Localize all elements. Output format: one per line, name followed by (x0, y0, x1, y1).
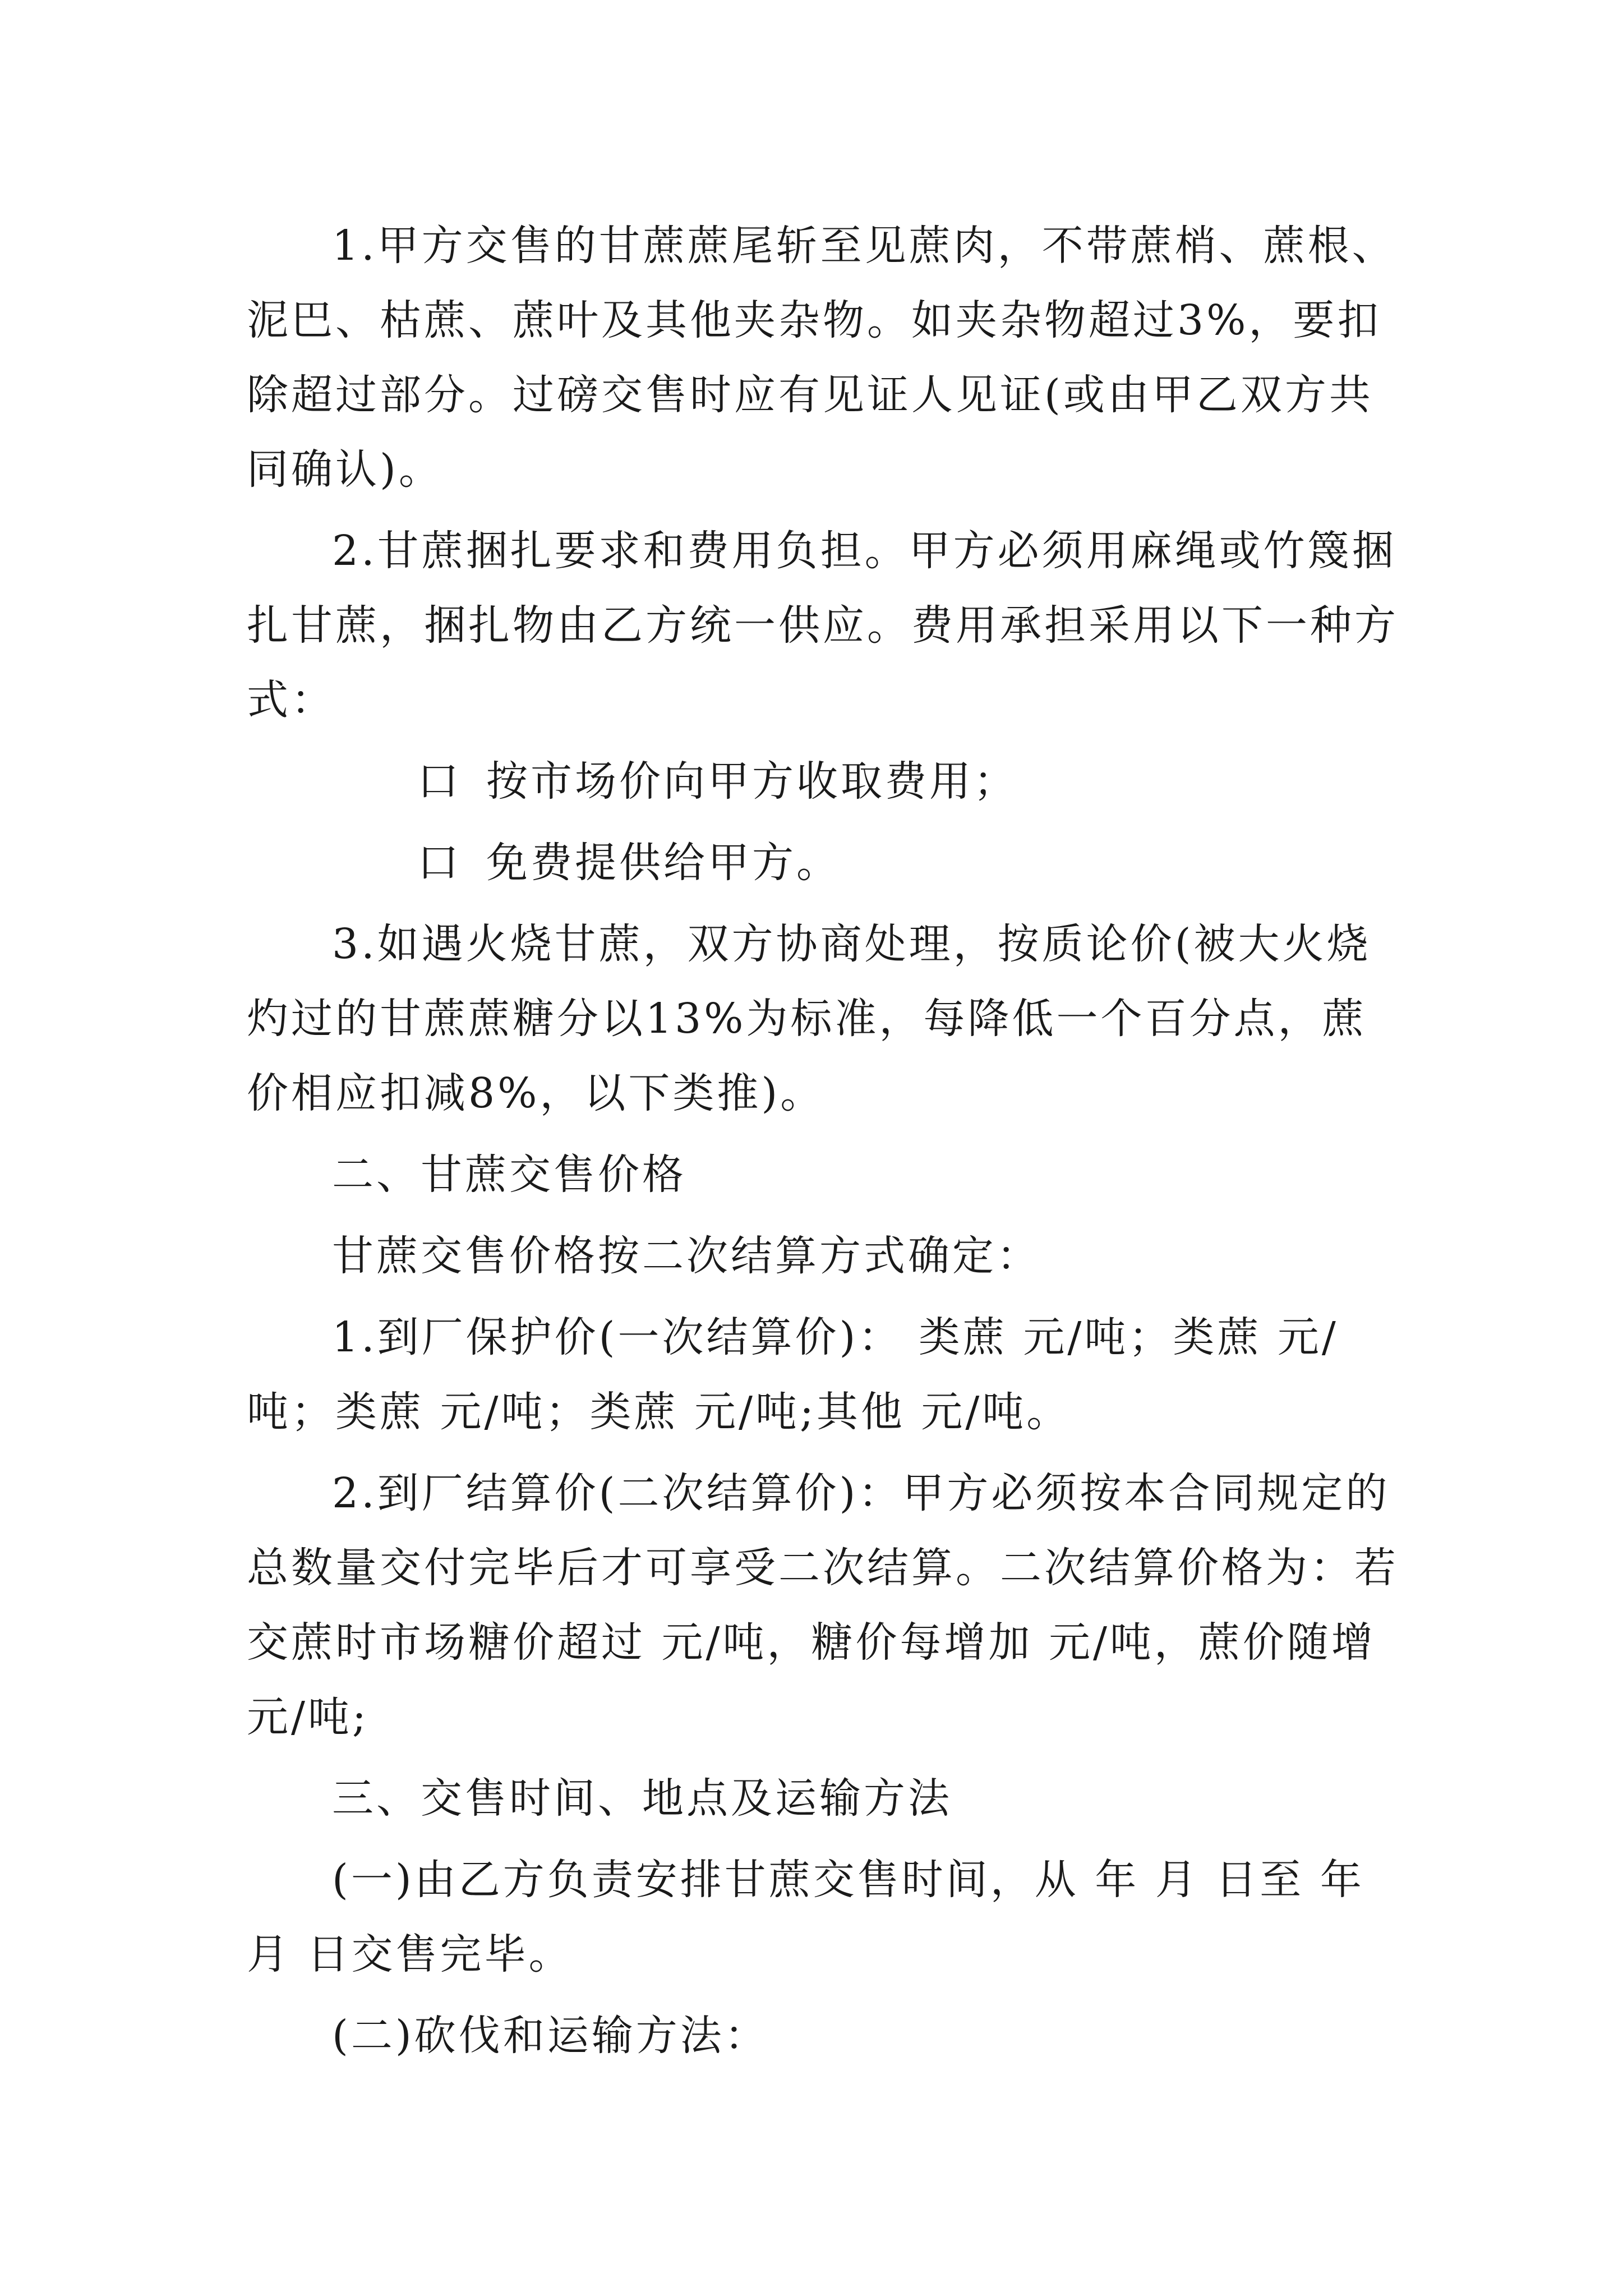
checkbox-market-price[interactable]: 口 (417, 757, 462, 806)
option-free-supply (247, 826, 1402, 900)
option-market-price (247, 744, 1402, 819)
section-heading-delivery: 三、交售时间、地点及运输方法 (332, 1774, 952, 1823)
paragraph-settlement-price: 2.到厂结算价(二次结算价)：甲方必须按本合同规定的总数量交付完毕后才可享受二次结算。二次结算价格为：若交蔗时市场糖价超过 元/吨，糖价每增加 元/吨，蔗价随增元/吨; (247, 1469, 1399, 1741)
option-market-price-label: 按市场价向甲方收取费用； (486, 757, 1018, 806)
paragraph-protection-price: 1.到厂保护价(一次结算价)： 类蔗 元/吨；类蔗 元/吨；类蔗 元/吨；类蔗 元/吨;其他 元/吨。 (247, 1313, 1339, 1436)
paragraph-fire-damage: 3.如遇火烧甘蔗，双方协商处理，按质论价(被大火烧灼过的甘蔗蔗糖分以13%为标准，每降低一个百分点，蔗价相应扣减8%，以下类推)。 (247, 920, 1371, 1117)
checkbox-free-supply[interactable]: 口 (417, 839, 462, 887)
option-free-supply-label: 免费提供给甲方。 (486, 839, 841, 887)
paragraph-bundling: 2.甘蔗捆扎要求和费用负担。甲方必须用麻绳或竹篾捆扎甘蔗，捆扎物由乙方统一供应。费用承担采用以下一种方式： (247, 527, 1399, 724)
paragraph-delivery-time: (一)由乙方负责安排甘蔗交售时间，从 年 月 日至 年月 日交售完毕。 (247, 1856, 1364, 1978)
paragraph-cane-quality: 1.甲方交售的甘蔗蔗尾斩至见蔗肉，不带蔗梢、蔗根、泥巴、枯蔗、蔗叶及其他夹杂物。如夹杂物超过3%，要扣除超过部分。过磅交售时应有见证人见证(或由甲乙双方共同确认)。 (247, 222, 1396, 494)
section-heading-price: 二、甘蔗交售价格 (332, 1151, 686, 1199)
document-body (247, 209, 1402, 2073)
paragraph-harvest-transport: (二)砍伐和运输方法： (332, 2012, 769, 2060)
paragraph-price-method: 甘蔗交售价格按二次结算方式确定： (332, 1232, 1041, 1280)
